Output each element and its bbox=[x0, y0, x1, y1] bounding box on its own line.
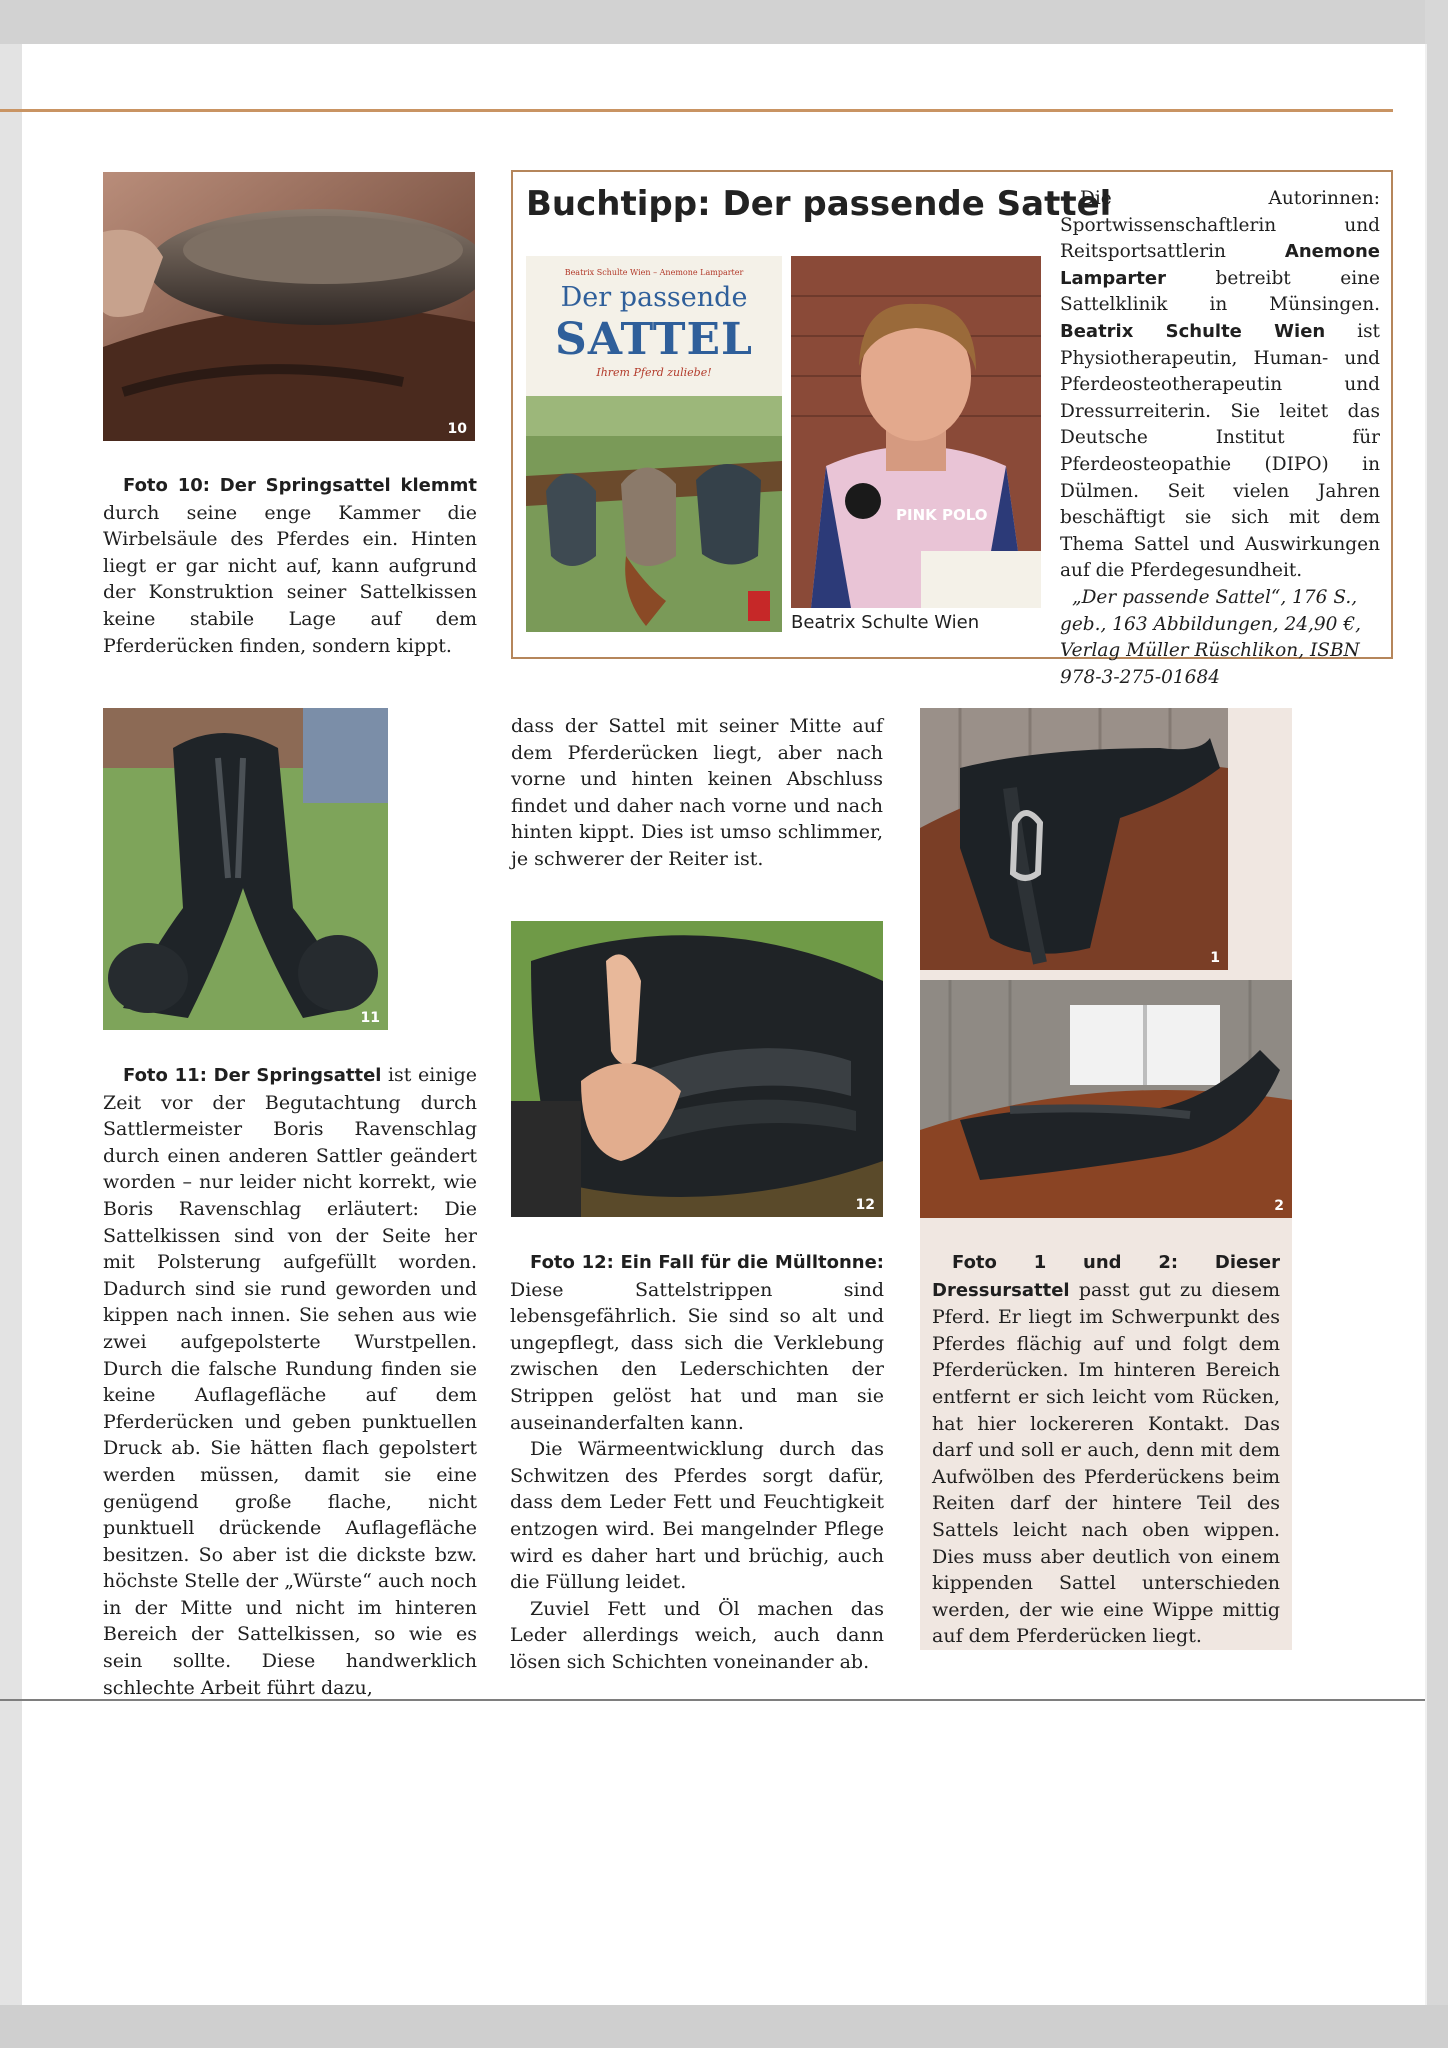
portrait-caption: Beatrix Schulte Wien bbox=[791, 612, 980, 633]
saddle-straps-image bbox=[511, 921, 883, 1217]
photo-12 bbox=[511, 921, 883, 1217]
page-frame-top bbox=[0, 0, 1448, 44]
top-rule bbox=[0, 109, 1393, 112]
cover-authors: Beatrix Schulte Wien – Anemone Lamparter bbox=[564, 268, 744, 277]
dressage-saddle-side-image bbox=[920, 980, 1292, 1218]
caption-text: ist einige Zeit vor der Begutachtung durch Sattlermeister Boris Ravenschlag durch einen anderen Sattler geändert worden – nur leider nicht korrekt, wie Boris Ravenschlag erläutert: Die Sattelkissen sind von der Seite her mit Polsterung aufgefüllt worden. Dadurch sind sie rund geworden und kippen nach innen. Sie sehen aus wie zwei aufgepolsterte Wurstpellen. Durch die falsche Rundung finden sie keine Auflagefläche auf dem Pferderücken und geben punktuellen Druck ab. Sie hätten flach gepolstert werden müssen, damit sie eine genügend große flache, nicht punktuell drückende Auflagefläche besitzen. So aber ist die dickste bzw. höchste Stelle der „Würste“ auch noch in der Mitte und nicht im hinteren Bereich der Sattelkissen, so wie es sein sollte. Diese handwerklich schlechte Arbeit führt dazu, bbox=[103, 1064, 477, 1699]
photo-number: 10 bbox=[447, 421, 467, 437]
caption-lead: Foto 1 und 2: Dieser Dressursattel bbox=[932, 1252, 1280, 1301]
author2-name: Beatrix Schulte Wien bbox=[1060, 320, 1326, 342]
author1-name: Anemone Lamparter bbox=[1060, 241, 1380, 289]
caption-p1: Diese Sattelstrippen sind lebensgefährlich. Sie sind so alt und ungepflegt, dass sich die Verklebung zwischen den Lederschichten der Strippen gelöst hat und man sie auseinanderfalten kann. bbox=[510, 1278, 884, 1434]
author2-text: ist Physiotherapeutin, Human- und Pferdeosteotherapeutin und Dressurreiterin. Sie leitet das Deutsche Institut für Pferdeosteopathie (DIPO) in Dülmen. Seit vielen Jahren beschäftigt sie sich mit dem Thema Sattel und Auswirkungen auf die Pferdegesundheit. bbox=[1060, 320, 1380, 582]
continuation-paragraph: dass der Sattel mit seiner Mitte auf dem Pferderücken liegt, aber nach vorne und hinten keinen Abschluss findet und daher nach vorne und nach hinten kippt. Dies ist umso schlimmer, je schwerer der Reiter ist. bbox=[511, 715, 883, 870]
cover-subtitle: Ihrem Pferd zuliebe! bbox=[596, 366, 712, 379]
cover-title-line1: Der passende bbox=[560, 282, 748, 313]
caption-text: passt gut zu diesem Pferd. Er liegt im Schwerpunkt des Pferdes flächig auf und folgt dem Pferderücken. Im hinteren Bereich entfernt er sich leicht vom Rücken, hat hier lockereren Kontakt. Das darf und soll er auch, denn mit dem Aufwölben des Pferderückens beim Reiten darf der hintere Teil des Sattels leicht nach oben wippen. Dies muss aber deutlich von einem kippenden Sattel unterschieden werden, der wie eine Wippe mittig auf dem Pferderücken liegt. bbox=[932, 1278, 1280, 1648]
photo-11 bbox=[103, 708, 388, 1030]
cover-title-line2: SATTEL bbox=[555, 314, 753, 365]
body-text-continuation bbox=[511, 713, 883, 873]
page-frame-right bbox=[1425, 0, 1448, 2048]
shirt-text: PINK POLO bbox=[896, 506, 988, 524]
book-tip-box bbox=[511, 170, 1393, 688]
caption-photo-11 bbox=[103, 1062, 477, 1701]
caption-photo-1-2 bbox=[932, 1249, 1280, 1650]
author-portrait bbox=[791, 256, 1041, 608]
author-portrait-image bbox=[791, 256, 1041, 608]
photo-2 bbox=[920, 980, 1292, 1218]
caption-photo-12 bbox=[510, 1249, 884, 1676]
page-frame-right-edge bbox=[1425, 44, 1427, 2005]
photo-1 bbox=[920, 708, 1228, 970]
photo-10 bbox=[103, 172, 475, 441]
photo-number: 11 bbox=[360, 1010, 380, 1026]
jump-saddle-underside-image bbox=[103, 708, 388, 1030]
photo-number: 1 bbox=[1210, 950, 1220, 966]
bottom-rule bbox=[0, 1699, 1425, 1701]
book-info: „Der passende Sattel“, 176 S., geb., 163 Abbildungen, 24,90 €, Verlag Müller Rüschlikon, ISBN 978-3-275-01684 bbox=[1060, 586, 1361, 688]
book-cover bbox=[526, 256, 782, 632]
book-tip-title: Buchtipp: Der passende Sattel bbox=[526, 184, 1112, 224]
caption-photo-10 bbox=[103, 472, 477, 659]
author1-text: betreibt eine Sattelklinik in Münsingen. bbox=[1060, 267, 1380, 316]
saddle-closeup-image bbox=[103, 172, 475, 441]
page-frame-bottom bbox=[0, 2005, 1448, 2048]
caption-p2: Die Wärmeentwicklung durch das Schwitzen des Pferdes sorgt dafür, dass dem Leder Fett und Feuchtigkeit entzogen wird. Bei mangelnder Pflege wird es daher hart und brüchig, auch die Füllung leidet. bbox=[510, 1438, 884, 1594]
caption-text: durch seine enge Kammer die Wirbelsäule des Pferdes ein. Hinten liegt er gar nicht auf, kann aufgrund der Konstruktion seiner Sattelkissen keine stabile Lage auf dem Pferderücken finden, sondern kippt. bbox=[103, 501, 477, 657]
author-description bbox=[1060, 186, 1380, 691]
caption-p3: Zuviel Fett und Öl machen das Leder allerdings weich, auch dann lösen sich Schichten voneinander ab. bbox=[510, 1597, 884, 1673]
photo-number: 12 bbox=[855, 1197, 875, 1213]
author-intro: Die Autorinnen: Sportwissenschaftlerin und Reitsportsattlerin bbox=[1060, 188, 1380, 263]
photo-number: 2 bbox=[1274, 1198, 1284, 1214]
caption-lead: Foto 11: Der Springsattel bbox=[123, 1065, 382, 1086]
page-frame-left bbox=[0, 44, 22, 2005]
caption-lead: Foto 12: Ein Fall für die Mülltonne: bbox=[530, 1252, 884, 1273]
dressage-saddle-stirrup-image bbox=[920, 708, 1228, 970]
caption-lead: Foto 10: Der Springsattel klemmt bbox=[123, 475, 477, 496]
